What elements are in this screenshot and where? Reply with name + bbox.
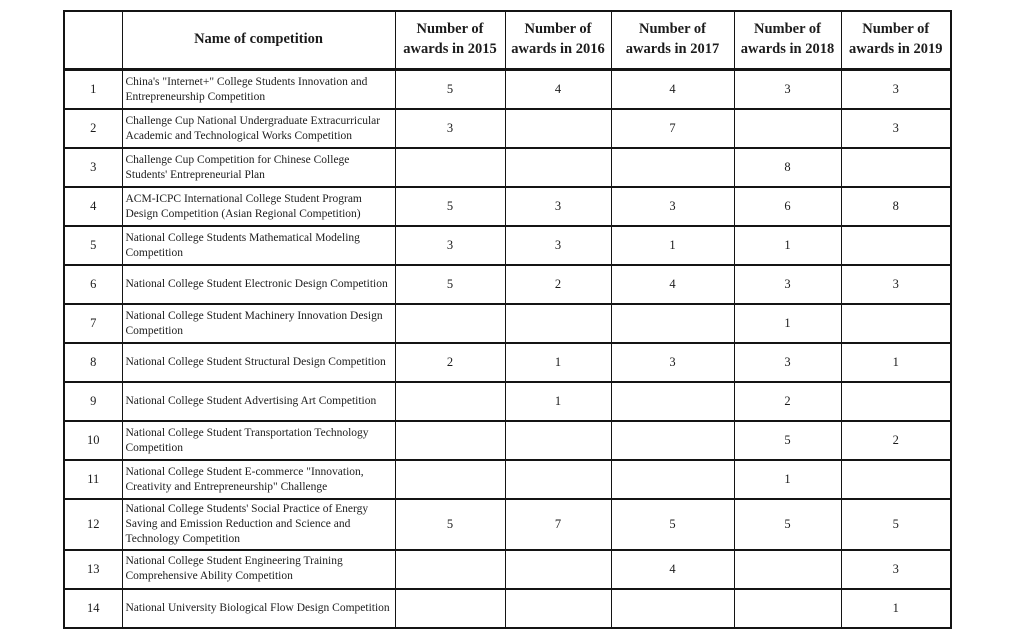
awards-cell-2019: 3 <box>841 109 951 148</box>
header-awards-2019: Number of awards in 2019 <box>841 11 951 70</box>
table-row <box>64 70 951 110</box>
row-index-cell: 6 <box>64 265 122 304</box>
competition-name-cell: National College Students' Social Practice of Energy Saving and Emission Reduction and Science and Technology Competition <box>122 499 395 550</box>
competition-name-cell: National College Student E-commerce "Innovation, Creativity and Entrepreneurship" Challenge <box>122 460 395 499</box>
competition-name-cell: National College Student Advertising Art Competition <box>122 382 395 421</box>
competition-name-cell: National College Student Electronic Design Competition <box>122 265 395 304</box>
awards-cell-2017 <box>611 148 734 187</box>
awards-cell-2017 <box>611 304 734 343</box>
table-row <box>64 550 951 589</box>
awards-cell-2019: 3 <box>841 70 951 110</box>
awards-cell-2019 <box>841 304 951 343</box>
competition-name-cell: National College Student Structural Design Competition <box>122 343 395 382</box>
header-competition-name: Name of competition <box>122 11 395 70</box>
awards-cell-2018 <box>734 109 841 148</box>
awards-table <box>63 10 952 629</box>
table-row <box>64 148 951 187</box>
awards-cell-2016 <box>505 589 611 628</box>
awards-cell-2016: 7 <box>505 499 611 550</box>
row-index-cell: 11 <box>64 460 122 499</box>
awards-cell-2016 <box>505 550 611 589</box>
awards-cell-2017: 7 <box>611 109 734 148</box>
awards-cell-2015: 5 <box>395 499 505 550</box>
table-row <box>64 499 951 550</box>
header-awards-2018: Number of awards in 2018 <box>734 11 841 70</box>
header-row <box>64 11 951 70</box>
awards-cell-2018: 3 <box>734 343 841 382</box>
awards-cell-2017: 4 <box>611 70 734 110</box>
awards-cell-2015 <box>395 421 505 460</box>
row-index-cell: 9 <box>64 382 122 421</box>
row-index-cell: 7 <box>64 304 122 343</box>
awards-cell-2019: 1 <box>841 343 951 382</box>
awards-cell-2019 <box>841 460 951 499</box>
awards-cell-2019: 1 <box>841 589 951 628</box>
awards-cell-2018 <box>734 550 841 589</box>
awards-cell-2015 <box>395 304 505 343</box>
awards-cell-2015: 3 <box>395 226 505 265</box>
row-index-cell: 13 <box>64 550 122 589</box>
awards-cell-2017 <box>611 460 734 499</box>
header-index-cell <box>64 11 122 70</box>
table-row <box>64 382 951 421</box>
awards-cell-2018: 3 <box>734 265 841 304</box>
table-row <box>64 187 951 226</box>
table-row <box>64 589 951 628</box>
awards-cell-2015: 5 <box>395 265 505 304</box>
header-awards-2017: Number of awards in 2017 <box>611 11 734 70</box>
awards-cell-2016: 1 <box>505 382 611 421</box>
awards-cell-2015: 2 <box>395 343 505 382</box>
awards-cell-2019 <box>841 148 951 187</box>
awards-cell-2019: 5 <box>841 499 951 550</box>
awards-cell-2017 <box>611 382 734 421</box>
awards-cell-2015 <box>395 589 505 628</box>
awards-cell-2018: 1 <box>734 304 841 343</box>
awards-cell-2015: 5 <box>395 187 505 226</box>
awards-cell-2019: 3 <box>841 550 951 589</box>
awards-cell-2017: 4 <box>611 265 734 304</box>
awards-cell-2016: 3 <box>505 226 611 265</box>
awards-cell-2015: 3 <box>395 109 505 148</box>
awards-cell-2015 <box>395 550 505 589</box>
awards-cell-2018: 2 <box>734 382 841 421</box>
awards-cell-2019: 2 <box>841 421 951 460</box>
competition-name-cell: Challenge Cup National Undergraduate Extracurricular Academic and Technological Works Competition <box>122 109 395 148</box>
awards-cell-2018: 8 <box>734 148 841 187</box>
row-index-cell: 1 <box>64 70 122 110</box>
table-row <box>64 226 951 265</box>
awards-cell-2016 <box>505 109 611 148</box>
awards-cell-2018: 3 <box>734 70 841 110</box>
awards-cell-2015: 5 <box>395 70 505 110</box>
awards-cell-2018: 1 <box>734 226 841 265</box>
row-index-cell: 3 <box>64 148 122 187</box>
awards-cell-2019 <box>841 382 951 421</box>
competition-name-cell: ACM-ICPC International College Student Program Design Competition (Asian Regional Competition) <box>122 187 395 226</box>
awards-cell-2018: 5 <box>734 499 841 550</box>
header-awards-2015: Number of awards in 2015 <box>395 11 505 70</box>
awards-cell-2018: 1 <box>734 460 841 499</box>
awards-cell-2015 <box>395 148 505 187</box>
table-body <box>64 70 951 628</box>
awards-cell-2019: 8 <box>841 187 951 226</box>
table-row <box>64 343 951 382</box>
awards-cell-2017: 3 <box>611 187 734 226</box>
awards-cell-2017: 5 <box>611 499 734 550</box>
competition-name-cell: Challenge Cup Competition for Chinese College Students' Entrepreneurial Plan <box>122 148 395 187</box>
awards-cell-2016: 3 <box>505 187 611 226</box>
competition-name-cell: National College Student Transportation Technology Competition <box>122 421 395 460</box>
awards-cell-2015 <box>395 382 505 421</box>
table-row <box>64 304 951 343</box>
awards-table-container <box>63 10 952 629</box>
competition-name-cell: National College Student Machinery Innovation Design Competition <box>122 304 395 343</box>
table-row <box>64 460 951 499</box>
row-index-cell: 10 <box>64 421 122 460</box>
competition-name-cell: China's "Internet+" College Students Innovation and Entrepreneurship Competition <box>122 70 395 110</box>
row-index-cell: 12 <box>64 499 122 550</box>
awards-cell-2018 <box>734 589 841 628</box>
row-index-cell: 8 <box>64 343 122 382</box>
awards-cell-2016 <box>505 421 611 460</box>
table-row <box>64 109 951 148</box>
awards-cell-2016: 2 <box>505 265 611 304</box>
competition-name-cell: National College Students Mathematical Modeling Competition <box>122 226 395 265</box>
awards-cell-2016 <box>505 304 611 343</box>
row-index-cell: 5 <box>64 226 122 265</box>
awards-cell-2017 <box>611 421 734 460</box>
awards-cell-2016 <box>505 460 611 499</box>
row-index-cell: 4 <box>64 187 122 226</box>
awards-cell-2018: 6 <box>734 187 841 226</box>
awards-cell-2019: 3 <box>841 265 951 304</box>
competition-name-cell: National University Biological Flow Design Competition <box>122 589 395 628</box>
table-header <box>64 11 951 70</box>
table-row <box>64 421 951 460</box>
awards-cell-2017: 1 <box>611 226 734 265</box>
awards-cell-2017: 4 <box>611 550 734 589</box>
competition-name-cell: National College Student Engineering Training Comprehensive Ability Competition <box>122 550 395 589</box>
awards-cell-2015 <box>395 460 505 499</box>
awards-cell-2016: 1 <box>505 343 611 382</box>
awards-cell-2018: 5 <box>734 421 841 460</box>
row-index-cell: 2 <box>64 109 122 148</box>
awards-cell-2017 <box>611 589 734 628</box>
awards-cell-2019 <box>841 226 951 265</box>
awards-cell-2017: 3 <box>611 343 734 382</box>
awards-cell-2016 <box>505 148 611 187</box>
row-index-cell: 14 <box>64 589 122 628</box>
awards-cell-2016: 4 <box>505 70 611 110</box>
header-awards-2016: Number of awards in 2016 <box>505 11 611 70</box>
table-row <box>64 265 951 304</box>
